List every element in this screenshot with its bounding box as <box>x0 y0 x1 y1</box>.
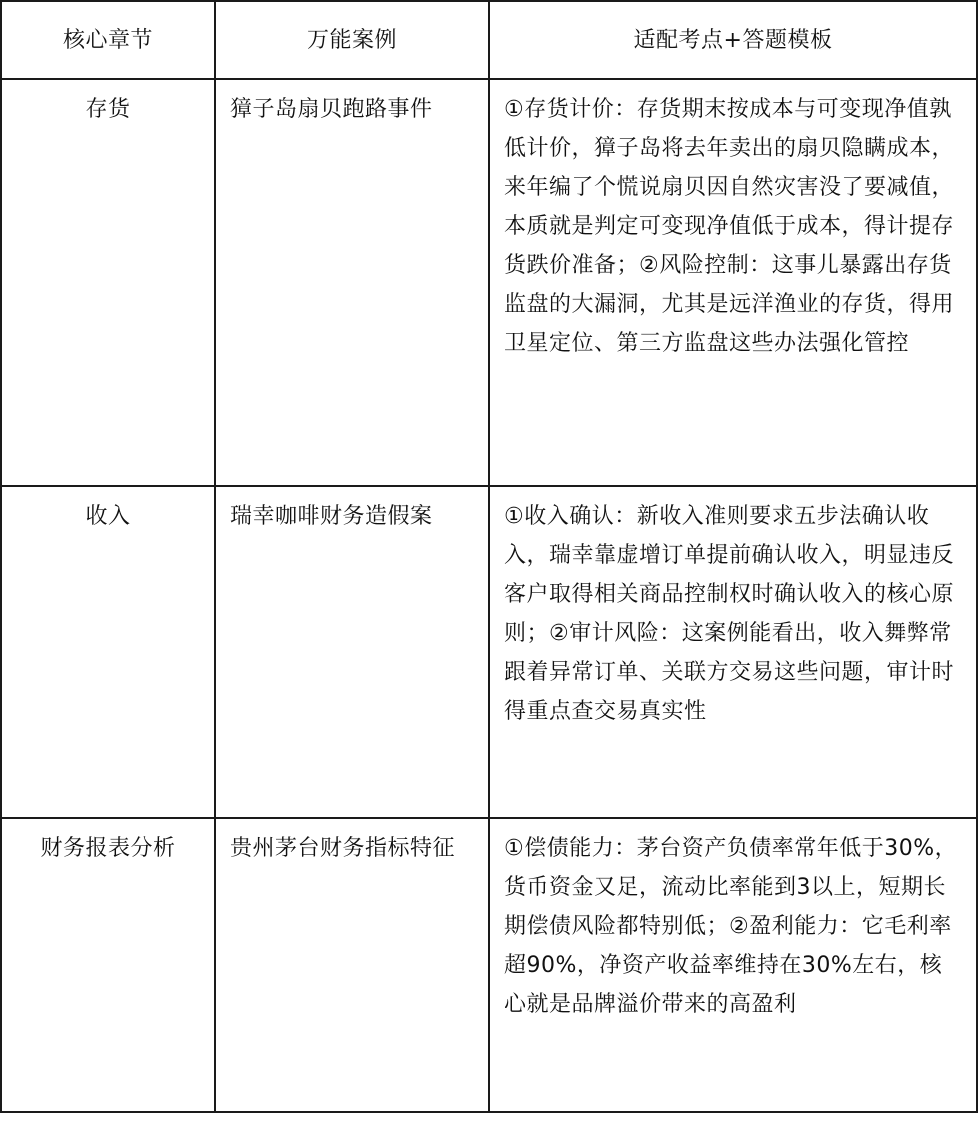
table-row <box>1 818 977 1112</box>
template-cell: ①存货计价：存货期末按成本与可变现净值孰低计价，獐子岛将去年卖出的扇贝隐瞒成本，来年编了个慌说扇贝因自然灾害没了要减值，本质就是判定可变现净值低于成本，得计提存货跌价准备；②风险控制：这事儿暴露出存货监盘的大漏洞，尤其是远洋渔业的存货，得用卫星定位、第三方监盘这些办法强化管控 <box>489 79 977 486</box>
chapter-cell: 财务报表分析 <box>1 818 215 1112</box>
table-header-row <box>1 1 977 79</box>
header-exam-point-template: 适配考点+答题模板 <box>489 1 977 79</box>
table-row <box>1 79 977 486</box>
case-cell: 贵州茅台财务指标特征 <box>215 818 489 1112</box>
template-cell: ①收入确认：新收入准则要求五步法确认收入，瑞幸靠虚增订单提前确认收入，明显违反客户取得相关商品控制权时确认收入的核心原则；②审计风险：这案例能看出，收入舞弊常跟着异常订单、关联方交易这些问题，审计时得重点查交易真实性 <box>489 486 977 818</box>
chapter-cell: 收入 <box>1 486 215 818</box>
chapter-cell: 存货 <box>1 79 215 486</box>
header-core-chapter: 核心章节 <box>1 1 215 79</box>
case-cell: 獐子岛扇贝跑路事件 <box>215 79 489 486</box>
case-cell: 瑞幸咖啡财务造假案 <box>215 486 489 818</box>
table-row <box>1 486 977 818</box>
header-universal-case: 万能案例 <box>215 1 489 79</box>
template-cell: ①偿债能力：茅台资产负债率常年低于30%，货币资金又足，流动比率能到3以上，短期长期偿债风险都特别低；②盈利能力：它毛利率超90%，净资产收益率维持在30%左右，核心就是品牌溢价带来的高盈利 <box>489 818 977 1112</box>
